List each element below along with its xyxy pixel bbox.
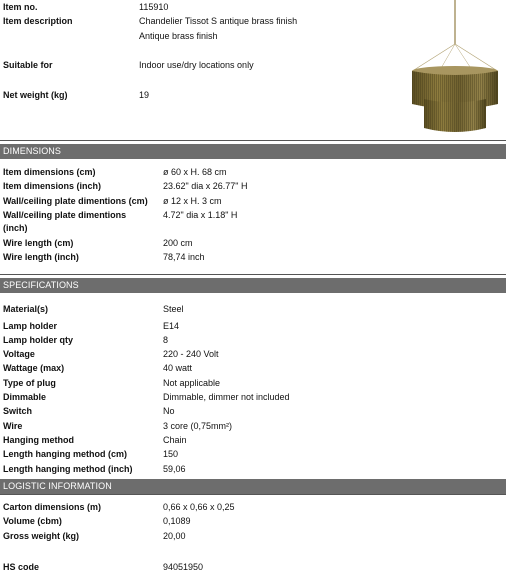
table-row <box>0 448 506 461</box>
table-row <box>0 377 506 390</box>
row-label: Wattage (max) <box>3 363 65 373</box>
table-row <box>0 561 506 574</box>
table-row <box>0 501 506 514</box>
table-row <box>0 530 506 543</box>
row-label: Wall/ceiling plate dimentions (cm) <box>3 196 148 206</box>
table-row <box>0 237 506 250</box>
table-row <box>0 251 506 264</box>
table-row <box>0 320 506 333</box>
item-no-label: Item no. <box>3 2 38 12</box>
row-value: 23.62" dia x 26.77" H <box>163 181 248 191</box>
row-value: 0,66 x 0,66 x 0,25 <box>163 502 235 512</box>
row-label-continued: (inch) <box>3 223 28 233</box>
row-value: ø 12 x H. 3 cm <box>163 196 222 206</box>
table-row <box>0 209 506 222</box>
row-value: 94051950 <box>163 562 204 572</box>
row-value: E14 <box>163 321 180 331</box>
row-label: Length hanging method (cm) <box>3 449 127 459</box>
divider <box>0 494 506 495</box>
net-weight-value: 19 <box>139 90 150 100</box>
row-value: 4.72" dia x 1.18" H <box>163 210 238 220</box>
row-label: Switch <box>3 406 33 416</box>
row-value: 220 - 240 Volt <box>163 349 219 359</box>
item-no-value: 115910 <box>139 2 169 12</box>
row-label: Lamp holder qty <box>3 335 74 345</box>
row-value: 20,00 <box>163 531 186 541</box>
suitable-for-value: Indoor use/dry locations only <box>139 60 254 70</box>
divider <box>0 274 506 275</box>
item-description-value: Chandelier Tissot S antique brass finish <box>139 16 298 26</box>
item-description-value-2: Antique brass finish <box>139 31 218 41</box>
row-value: 8 <box>163 335 169 345</box>
table-row <box>0 180 506 193</box>
row-label: Lamp holder <box>3 321 58 331</box>
row-label: Gross weight (kg) <box>3 531 80 541</box>
table-row <box>0 463 506 476</box>
table-row <box>0 434 506 447</box>
row-value: 40 watt <box>163 363 193 373</box>
row-value: 0,1089 <box>163 516 191 526</box>
row-label: Volume (cbm) <box>3 516 62 526</box>
divider <box>0 140 506 141</box>
row-label: Material(s) <box>3 304 49 314</box>
row-value: No <box>163 406 175 416</box>
table-row <box>0 303 506 316</box>
row-label: Wire <box>3 421 23 431</box>
row-value: ø 60 x H. 68 cm <box>163 167 227 177</box>
row-value: 200 cm <box>163 238 193 248</box>
suitable-for-label: Suitable for <box>3 60 53 70</box>
table-row <box>0 348 506 361</box>
row-label: Item dimensions (inch) <box>3 181 102 191</box>
row-label: Wire length (inch) <box>3 252 79 262</box>
row-label: Hanging method <box>3 435 74 445</box>
item-description-label: Item description <box>3 16 73 26</box>
row-value: Steel <box>163 304 184 314</box>
row-label: Dimmable <box>3 392 47 402</box>
row-label: Wall/ceiling plate dimentions <box>3 210 127 220</box>
row-value: Dimmable, dimmer not included <box>163 392 290 402</box>
row-value: 150 <box>163 449 179 459</box>
table-row <box>0 405 506 418</box>
row-label: Voltage <box>3 349 35 359</box>
row-value: 78,74 inch <box>163 252 205 262</box>
logistic-section-header: LOGISTIC INFORMATION <box>0 479 506 494</box>
table-row <box>0 195 506 208</box>
row-value: 59,06 <box>163 464 186 474</box>
row-label: Wire length (cm) <box>3 238 74 248</box>
table-row <box>0 420 506 433</box>
chandelier-icon <box>400 0 504 140</box>
row-value: Not applicable <box>163 378 221 388</box>
table-row <box>0 391 506 404</box>
row-label: Type of plug <box>3 378 56 388</box>
net-weight-label: Net weight (kg) <box>3 90 68 100</box>
row-label: HS code <box>3 562 40 572</box>
specifications-section-header: SPECIFICATIONS <box>0 278 506 293</box>
row-label: Item dimensions (cm) <box>3 167 96 177</box>
table-row-continued <box>0 222 506 235</box>
row-value: 3 core (0,75mm²) <box>163 421 233 431</box>
table-row <box>0 166 506 179</box>
table-row <box>0 334 506 347</box>
dimensions-section-header: DIMENSIONS <box>0 144 506 159</box>
table-row <box>0 515 506 528</box>
row-label: Length hanging method (inch) <box>3 464 133 474</box>
table-row <box>0 362 506 375</box>
row-label: Carton dimensions (m) <box>3 502 102 512</box>
row-value: Chain <box>163 435 187 445</box>
